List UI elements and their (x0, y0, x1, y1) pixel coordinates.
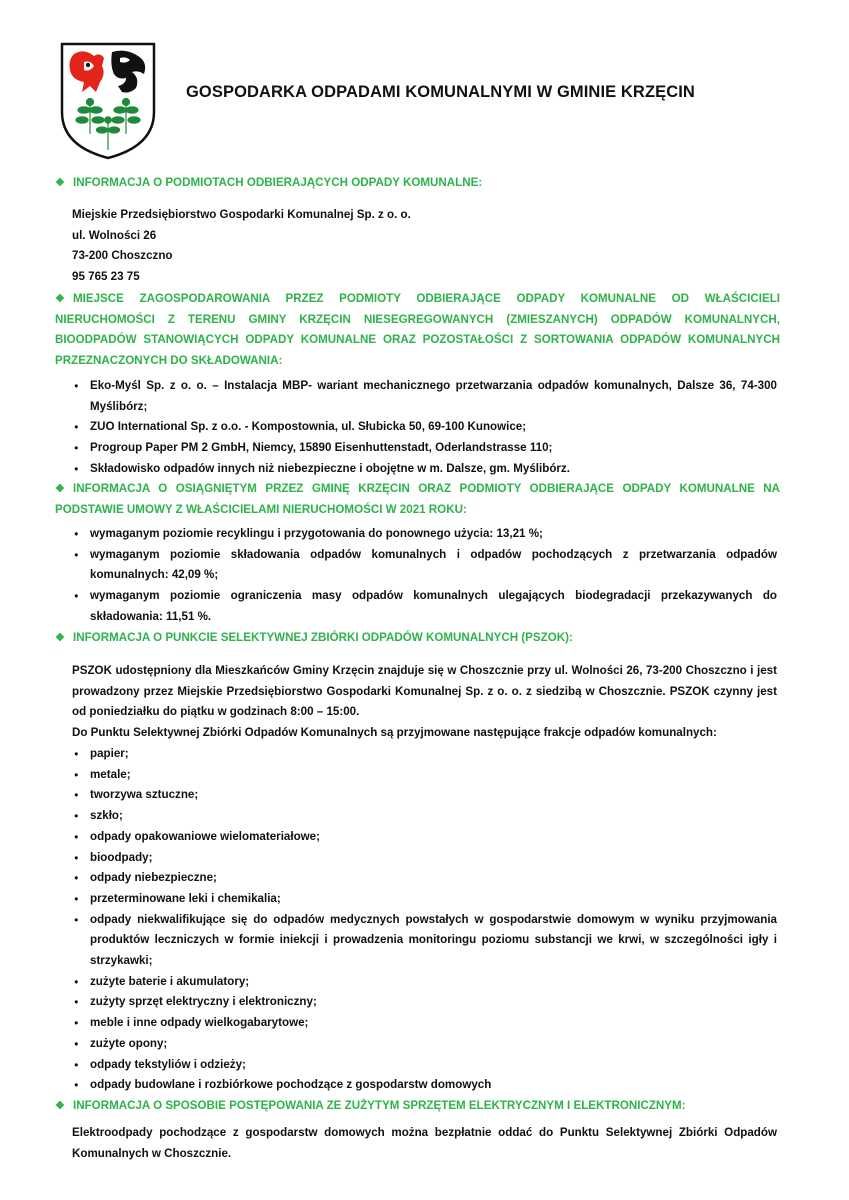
list-item: ● szkło; (72, 806, 777, 827)
list-item: ● zużyty sprzęt elektryczny i elektroniczny; (72, 992, 777, 1013)
list-item: ● Składowisko odpadów innych niż niebezpieczne i obojętne w m. Dalsze, gm. Myślibórz. (72, 459, 777, 480)
list-item: ● odpady opakowaniowe wielomateriałowe; (72, 827, 777, 848)
pszok-fractions-intro: Do Punktu Selektywnej Zbiórki Odpadów Komunalnych są przyjmowane następujące frakcje odpadów komunalnych: (72, 726, 717, 740)
list-item: ● odpady niebezpieczne; (72, 868, 777, 889)
disposal-sites-list (72, 376, 777, 480)
list-item: ● wymaganym poziomie składowania odpadów komunalnych i odpadów pochodzących z przetwarzania odpadów komunalnych: 42,09 %; (72, 545, 777, 586)
section-heading-disposal-sites (55, 289, 780, 372)
section-heading-pszok (55, 628, 780, 649)
list-item: ● meble i inne odpady wielkogabarytowe; (72, 1013, 777, 1034)
pszok-description (72, 661, 777, 744)
section-heading-electro-waste (55, 1096, 780, 1117)
diamond-bullet-icon: ❖ (55, 177, 65, 189)
list-item: ● Eko-Myśl Sp. z o. o. – Instalacja MBP- wariant mechanicznego przetwarzania odpadów komunalnych, Dalsze 36, 74-300 Myślibórz; (72, 376, 777, 417)
section-heading-text: INFORMACJA O PODMIOTACH ODBIERAJĄCYCH ODPADY KOMUNALNE: (73, 176, 483, 189)
list-item: ● Progroup Paper PM 2 GmbH, Niemcy, 15890 Eisenhuttenstadt, Oderlandstrasse 110; (72, 438, 777, 459)
diamond-bullet-icon: ❖ (55, 293, 65, 305)
list-item: ● zużyte opony; (72, 1034, 777, 1055)
diamond-bullet-icon: ❖ (55, 1100, 65, 1112)
list-item: ● przeterminowane leki i chemikalia; (72, 889, 777, 910)
list-item: ● metale; (72, 765, 777, 786)
diamond-bullet-icon: ❖ (55, 483, 65, 495)
section-heading-collectors (55, 173, 780, 194)
collector-address (72, 205, 777, 288)
list-item: ● zużyte baterie i akumulatory; (72, 972, 777, 993)
phone-number: 95 765 23 75 (72, 270, 140, 284)
list-item: ● wymaganym poziomie ograniczenia masy odpadów komunalnych ulegających biodegradacji przekazywanych do składowania: 11,51 %. (72, 586, 777, 627)
pszok-fractions-list (72, 744, 777, 1096)
section-heading-levels-achieved (55, 479, 780, 520)
electro-waste-info (72, 1123, 777, 1164)
company-name: Miejskie Przedsiębiorstwo Gospodarki Komunalnej Sp. z o. o. (72, 208, 411, 221)
document-title: GOSPODARKA ODPADAMI KOMUNALNYMI W GMINIE KRZĘCIN (186, 83, 695, 101)
electro-waste-paragraph: Elektroodpady pochodzące z gospodarstw domowych można bezpłatnie oddać do Punktu Selektywnej Zbiórki Odpadów Komunalnych w Choszcznie. (72, 1126, 777, 1160)
diamond-bullet-icon: ❖ (55, 632, 65, 644)
street: ul. Wolności 26 (72, 228, 157, 242)
list-item: ● papier; (72, 744, 777, 765)
postal-city: 73-200 Choszczno (72, 249, 173, 263)
section-heading-text: INFORMACJA O SPOSOBIE POSTĘPOWANIA ZE ZUŻYTYM SPRZĘTEM ELEKTRYCZNYM I ELEKTRONICZNYM: (73, 1099, 686, 1112)
list-item: ● odpady tekstyliów i odzieży; (72, 1055, 777, 1076)
list-item: ● tworzywa sztuczne; (72, 785, 777, 806)
coat-of-arms-icon (60, 42, 156, 160)
list-item: ● ZUO International Sp. z o.o. - Kompostownia, ul. Słubicka 50, 69-100 Kunowice; (72, 417, 777, 438)
section-heading-text: INFORMACJA O OSIĄGNIĘTYM PRZEZ GMINĘ KRZĘCIN ORAZ PODMIOTY ODBIERAJĄCE ODPADY KOMUNALNE NA PODSTAWIE UMOWY Z WŁAŚCICIELAMI NIERUCHOMOŚCI W 2021 ROKU: (55, 482, 780, 516)
pszok-paragraph: PSZOK udostępniony dla Mieszkańców Gminy Krzęcin znajduje się w Choszcznie przy ul. Wolności 26, 73-200 Choszczno i jest prowadzony przez Miejskie Przedsiębiorstwo Gospodarki Komunalnej Sp. z o. o. z siedzibą w Choszcznie. PSZOK czynny jest od poniedziałku do piątku w godzinach 8:00 – 15:00. (72, 664, 777, 719)
section-heading-text: MIEJSCE ZAGOSPODAROWANIA PRZEZ PODMIOTY ODBIERAJĄCE ODPADY KOMUNALNE OD WŁAŚCICIELI NIERUCHOMOŚCI Z TERENU GMINY KRZĘCIN NIESEGREGOWANYCH (ZMIESZANYCH) ODPADÓW KOMUNALNYCH, BIOODPADÓW STANOWIĄCYCH ODPADY KOMUNALNE ORAZ POZOSTAŁOŚCI Z SORTOWANIA ODPADÓW KOMUNALNYCH PRZEZNACZONYCH DO SKŁADOWANIA: (55, 292, 780, 368)
levels-list (72, 524, 777, 628)
list-item: ● bioodpady; (72, 848, 777, 869)
section-heading-text: INFORMACJA O PUNKCIE SELEKTYWNEJ ZBIÓRKI ODPADÓW KOMUNALNYCH (PSZOK): (73, 631, 573, 644)
list-item: ● wymaganym poziomie recyklingu i przygotowania do ponownego użycia: 13,21 %; (72, 524, 777, 545)
list-item: ● odpady budowlane i rozbiórkowe pochodzące z gospodarstw domowych (72, 1075, 777, 1096)
list-item: ● odpady niekwalifikujące się do odpadów medycznych powstałych w gospodarstwie domowym w wyniku przyjmowania produktów leczniczych w formie iniekcji i prowadzenia monitoringu poziomu substancji we krwi, w szczególności igły i strzykawki; (72, 910, 777, 972)
